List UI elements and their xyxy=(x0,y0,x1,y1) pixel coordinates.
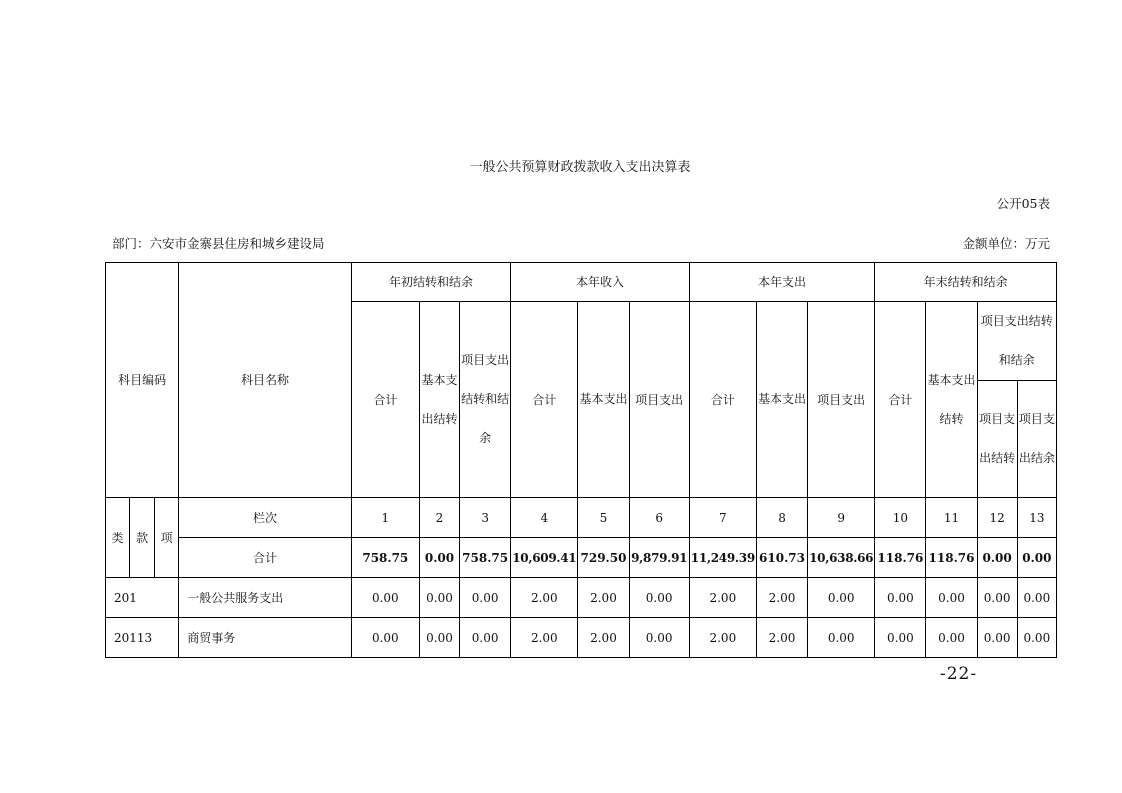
page-number: -22- xyxy=(940,664,978,684)
row-cell: 2.00 xyxy=(756,578,807,618)
total-cell: 0.00 xyxy=(419,538,459,578)
column-number: 9 xyxy=(808,498,875,538)
row-name: 一般公共服务支出 xyxy=(179,578,352,618)
table-row xyxy=(106,578,1057,618)
row-cell: 0.00 xyxy=(629,618,689,658)
header-code: 科目编码 xyxy=(106,263,179,498)
row-cell: 0.00 xyxy=(875,578,926,618)
header-group-opening: 年初结转和结余 xyxy=(351,263,510,302)
row-cell: 0.00 xyxy=(926,618,977,658)
row-cell: 0.00 xyxy=(808,578,875,618)
row-code: 20113 xyxy=(106,618,179,658)
total-cell: 9,879.91 xyxy=(629,538,689,578)
row-cell: 0.00 xyxy=(351,618,419,658)
column-number: 12 xyxy=(977,498,1017,538)
department-label: 部门：六安市金寨县住房和城乡建设局 xyxy=(112,236,325,251)
header-name: 科目名称 xyxy=(179,263,352,498)
row-cell: 0.00 xyxy=(1017,578,1056,618)
row-cell: 0.00 xyxy=(419,618,459,658)
row-cell: 2.00 xyxy=(511,618,578,658)
total-cell: 118.76 xyxy=(875,538,926,578)
header-basic-carry: 基本支出结转 xyxy=(419,302,459,498)
column-number: 7 xyxy=(689,498,756,538)
form-number: 公开05表 xyxy=(996,196,1050,211)
header-group-closing: 年末结转和结余 xyxy=(875,263,1057,302)
column-number: 2 xyxy=(419,498,459,538)
column-number: 6 xyxy=(629,498,689,538)
total-label: 合计 xyxy=(179,538,352,578)
row-cell: 0.00 xyxy=(460,618,511,658)
row-cell: 0.00 xyxy=(875,618,926,658)
header-group-income: 本年收入 xyxy=(511,263,690,302)
header-xiang: 项 xyxy=(155,498,179,578)
header-total: 合计 xyxy=(511,302,578,498)
table-row xyxy=(106,618,1057,658)
total-cell: 0.00 xyxy=(1017,538,1056,578)
column-number: 10 xyxy=(875,498,926,538)
row-cell: 0.00 xyxy=(808,618,875,658)
row-cell: 0.00 xyxy=(977,578,1017,618)
row-cell: 2.00 xyxy=(689,578,756,618)
column-number: 5 xyxy=(578,498,629,538)
header-kuan: 款 xyxy=(130,498,155,578)
total-cell: 10,609.41 xyxy=(511,538,578,578)
total-cell: 758.75 xyxy=(351,538,419,578)
document-title: 一般公共预算财政拨款收入支出决算表 xyxy=(469,160,691,175)
header-total: 合计 xyxy=(875,302,926,498)
row-name: 商贸事务 xyxy=(179,618,352,658)
column-number-row xyxy=(106,498,1057,538)
header-project-carry-balance: 项目支出结转和结余 xyxy=(977,302,1056,381)
total-row xyxy=(106,538,1057,578)
row-cell: 0.00 xyxy=(926,578,977,618)
total-cell: 118.76 xyxy=(926,538,977,578)
row-cell: 2.00 xyxy=(756,618,807,658)
row-cell: 2.00 xyxy=(689,618,756,658)
header-row-groups xyxy=(106,263,1057,302)
row-label: 栏次 xyxy=(179,498,352,538)
header-project-expense: 项目支出 xyxy=(808,302,875,498)
row-cell: 0.00 xyxy=(977,618,1017,658)
total-cell: 610.73 xyxy=(756,538,807,578)
row-cell: 0.00 xyxy=(460,578,511,618)
header-total: 合计 xyxy=(351,302,419,498)
total-cell: 11,249.39 xyxy=(689,538,756,578)
budget-table xyxy=(105,262,1057,658)
row-cell: 0.00 xyxy=(419,578,459,618)
header-lei: 类 xyxy=(106,498,130,578)
total-cell: 0.00 xyxy=(977,538,1017,578)
column-number: 13 xyxy=(1017,498,1056,538)
column-number: 11 xyxy=(926,498,977,538)
column-number: 3 xyxy=(460,498,511,538)
row-cell: 2.00 xyxy=(511,578,578,618)
column-number: 8 xyxy=(756,498,807,538)
header-basic-expense: 基本支出 xyxy=(578,302,629,498)
header-project-carry-balance: 项目支出结转和结余 xyxy=(460,302,511,498)
header-group-expense: 本年支出 xyxy=(689,263,875,302)
unit-label: 金额单位：万元 xyxy=(962,236,1050,251)
row-cell: 2.00 xyxy=(578,618,629,658)
header-project-balance: 项目支出结余 xyxy=(1017,381,1056,498)
column-number: 1 xyxy=(351,498,419,538)
row-cell: 0.00 xyxy=(1017,618,1056,658)
column-number: 4 xyxy=(511,498,578,538)
row-code: 201 xyxy=(106,578,179,618)
header-project-expense: 项目支出 xyxy=(629,302,689,498)
total-cell: 758.75 xyxy=(460,538,511,578)
total-cell: 10,638.66 xyxy=(808,538,875,578)
header-basic-expense: 基本支出 xyxy=(756,302,807,498)
row-cell: 0.00 xyxy=(351,578,419,618)
header-total: 合计 xyxy=(689,302,756,498)
header-basic-carry: 基本支出结转 xyxy=(926,302,977,498)
header-project-carry: 项目支出结转 xyxy=(977,381,1017,498)
total-cell: 729.50 xyxy=(578,538,629,578)
row-cell: 0.00 xyxy=(629,578,689,618)
row-cell: 2.00 xyxy=(578,578,629,618)
